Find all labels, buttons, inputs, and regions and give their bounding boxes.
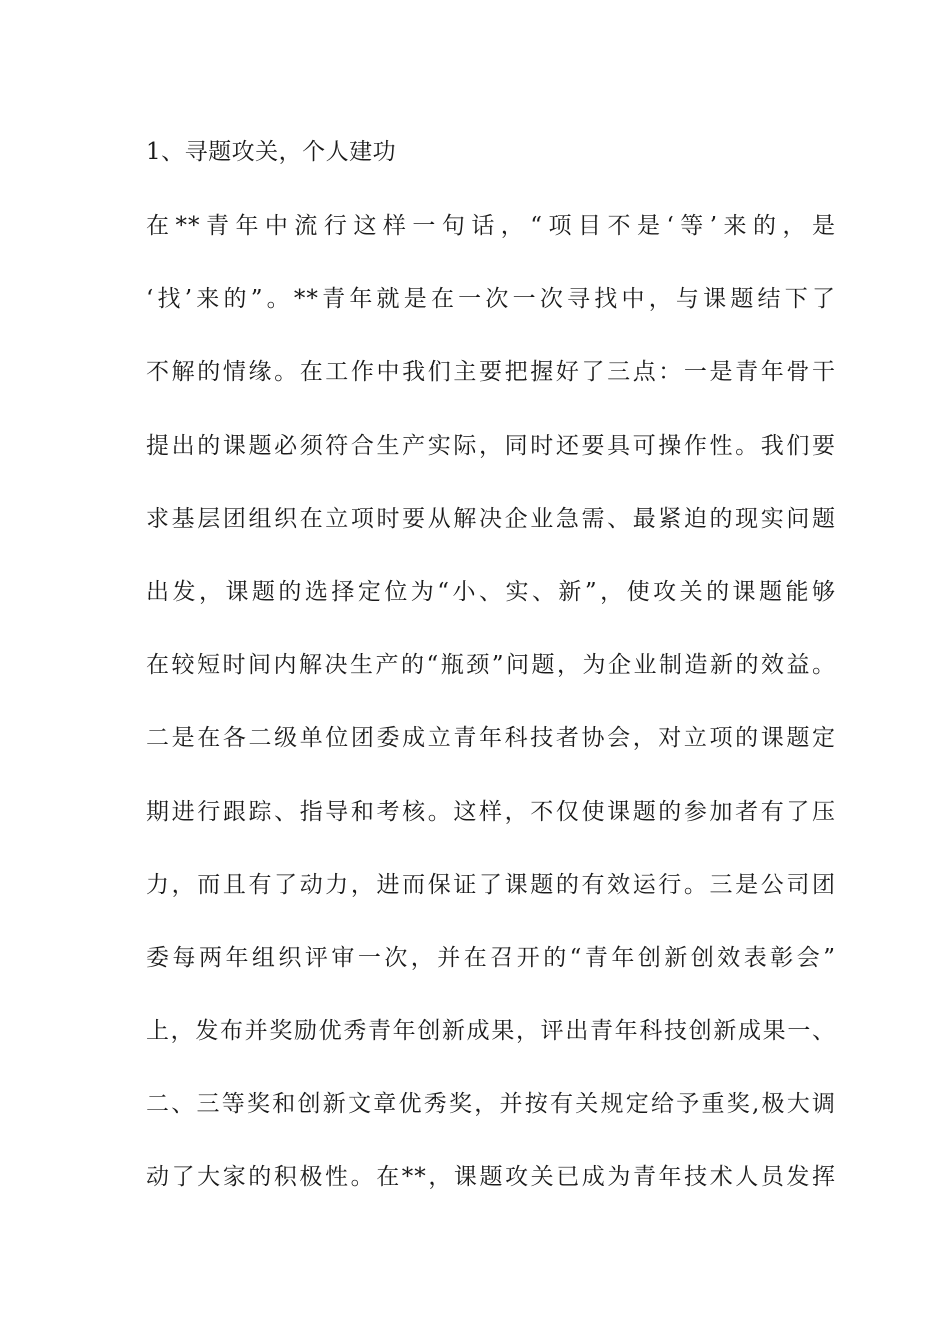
paragraph-line: 二是在各二级单位团委成立青年科技者协会，对立项的课题定: [146, 725, 836, 752]
paragraph-line: 动了大家的积极性。在**，课题攻关已成为青年技术人员发挥: [146, 1164, 836, 1191]
paragraph-line: 在较短时间内解决生产的“瓶颈”问题，为企业制造新的效益。: [146, 652, 836, 679]
paragraph-line: 委每两年组织评审一次，并在召开的“青年创新创效表彰会”: [146, 944, 836, 971]
paragraph-line: 上，发布并奖励优秀青年创新成果，评出青年科技创新成果一、: [146, 1018, 836, 1045]
paragraph-line: 求基层团组织在立项时要从解决企业急需、最紧迫的现实问题: [146, 505, 836, 532]
paragraph-line: ‘找’来的”。**青年就是在一次一次寻找中，与课题结下了: [146, 286, 836, 313]
paragraph-line: 出发，课题的选择定位为“小、实、新”，使攻关的课题能够: [146, 578, 836, 605]
paragraph-line: 提出的课题必须符合生产实际，同时还要具可操作性。我们要: [146, 432, 836, 459]
paragraph-line: 不解的情缘。在工作中我们主要把握好了三点：一是青年骨干: [146, 359, 836, 386]
paragraph-line: 期进行跟踪、指导和考核。这样，不仅使课题的参加者有了压: [146, 798, 836, 825]
paragraph-line: 力，而且有了动力，进而保证了课题的有效运行。三是公司团: [146, 871, 836, 898]
paragraph-line: 二、三等奖和创新文章优秀奖，并按有关规定给予重奖,极大调: [146, 1091, 836, 1118]
section-heading: 1、寻题攻关，个人建功: [146, 139, 397, 165]
body-paragraph: [146, 207, 836, 1232]
paragraph-line: 在**青年中流行这样一句话，“项目不是‘等’来的，是: [146, 213, 836, 239]
